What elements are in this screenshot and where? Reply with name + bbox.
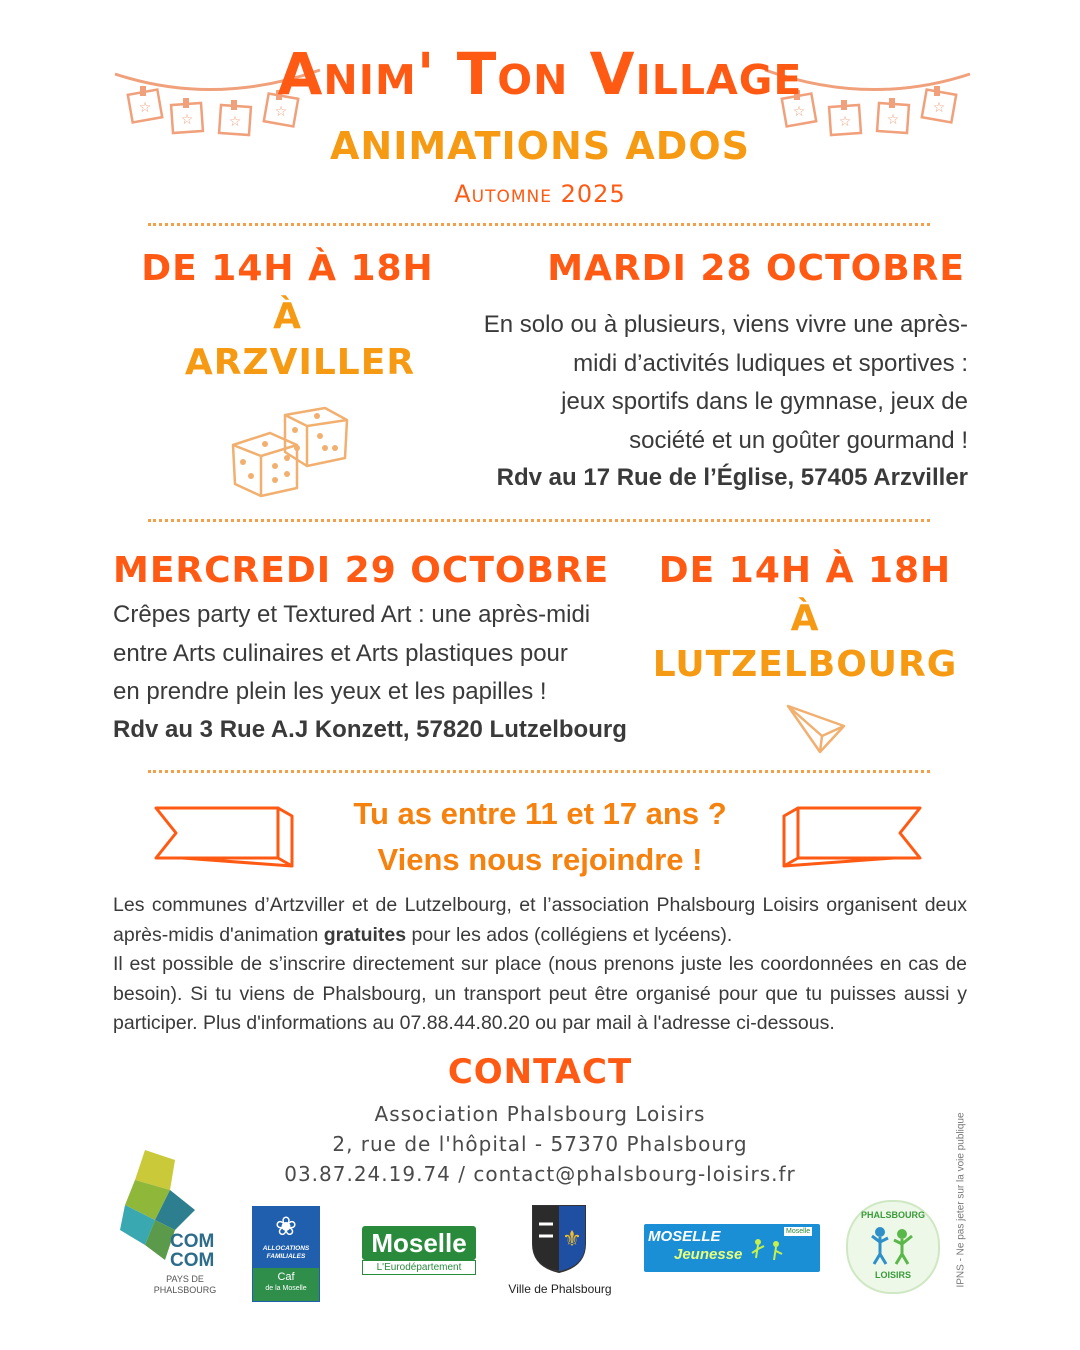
svg-text:☆: ☆ [138, 99, 152, 115]
svg-text:☆: ☆ [886, 111, 900, 127]
event2-description [113, 596, 653, 712]
event1-desc-line: société et un goûter gourmand ! [629, 426, 968, 454]
svg-text:☆: ☆ [838, 113, 852, 129]
jeunesse-text: Jeunesse [674, 1246, 743, 1263]
event2-at: À [790, 598, 820, 639]
family-icon: ❀ [275, 1211, 297, 1241]
contact-address: 2, rue de l'hôpital - 57370 Phalsbourg [332, 1132, 748, 1156]
comcom-logo [115, 1150, 225, 1300]
event1-description [420, 306, 968, 460]
moselle-name: Moselle [362, 1226, 476, 1260]
callout-line1: Tu as entre 11 et 17 ans ? [353, 796, 727, 831]
athletes-icon [748, 1236, 788, 1268]
contact-heading: CONTACT [447, 1052, 633, 1092]
moselle-jeunesse-logo [644, 1224, 820, 1272]
event1-date: MARDI 28 OCTOBRE [547, 248, 965, 289]
event1-place: ARZVILLER [184, 342, 416, 383]
divider [148, 770, 930, 773]
event1-at: À [273, 296, 302, 337]
info-text: pour les ados (collégiens et lycéens). [406, 923, 733, 946]
season-label: Automne 2025 [454, 180, 626, 208]
loisirs-text: PHALSBOURG [860, 1210, 925, 1220]
event2-address: Rdv au 3 Rue A.J Konzett, 57820 Lutzelbourg [113, 716, 627, 743]
caf-text: ALLOCATIONS [262, 1245, 310, 1252]
contact-phone-email[interactable]: 03.87.24.19.74 / contact@phalsbourg-loisirs.fr [284, 1162, 796, 1186]
event2-date: MERCREDI 29 OCTOBRE [113, 550, 610, 591]
paper-plane-icon [782, 700, 852, 756]
info-bold-text: gratuites [323, 923, 407, 946]
legal-notice: IPNS - Ne pas jeter sur la voie publique [955, 1112, 967, 1288]
ville-name: Ville de Phalsbourg [508, 1282, 612, 1296]
event2-desc-line: en prendre plein les yeux et les papilles ! [113, 678, 547, 705]
svg-text:☆: ☆ [274, 103, 288, 119]
divider [148, 519, 930, 522]
moselle-tag: L'Eurodépartement [362, 1260, 476, 1275]
comcom-sub: PAYS DE [166, 1274, 204, 1284]
event1-desc-line: jeux sportifs dans le gymnase, jeux de [561, 388, 968, 415]
event1-time: DE 14H À 18H [141, 248, 434, 289]
event2-place: LUTZELBOURG [652, 644, 958, 685]
svg-text:☆: ☆ [228, 113, 242, 129]
svg-text:☆: ☆ [180, 111, 194, 127]
jeunesse-badge: Moselle [786, 1228, 811, 1235]
caf-logo [252, 1206, 320, 1302]
page-title: Anim' Ton Village [277, 40, 803, 108]
caf-text: de la Moselle [265, 1285, 307, 1292]
comcom-sub: PHALSBOURG [153, 1285, 217, 1295]
shield-icon [531, 1204, 587, 1274]
phalsbourg-loisirs-logo [846, 1200, 940, 1294]
contact-org: Association Phalsbourg Loisirs [374, 1102, 706, 1126]
jeunesse-text: MOSELLE [648, 1228, 721, 1245]
event2-desc-line: entre Arts culinaires et Arts plastiques pour [113, 639, 568, 667]
ville-logo [495, 1204, 625, 1300]
info-paragraph-1 [113, 891, 967, 950]
divider [148, 223, 930, 226]
comcom-text: COM [170, 1250, 215, 1271]
event1-desc-line: midi d’activités ludiques et sportives : [573, 349, 968, 377]
event1-desc-line: En solo ou à plusieurs, viens vivre une après- [483, 311, 968, 338]
loisirs-text: LOISIRS [874, 1270, 911, 1280]
caf-text: FAMILIALES [266, 1253, 306, 1260]
people-icon [868, 1224, 918, 1268]
moselle-logo [362, 1226, 476, 1276]
page-subtitle: ANIMATIONS ADOS [329, 124, 750, 168]
event1-address: Rdv au 17 Rue de l’Église, 57405 Arzviller [496, 464, 968, 491]
callout-line2: Viens nous rejoindre ! [377, 842, 703, 877]
svg-text:⚜: ⚜ [562, 1226, 582, 1251]
comcom-text: COM [170, 1231, 215, 1252]
svg-text:☆: ☆ [792, 103, 806, 119]
dice-icon [225, 400, 355, 500]
info-text: Les communes d’Artzviller et de Lutzelbourg, et l’association Phalsbourg Loisirs organisent deux après-midis d'animation [113, 894, 967, 946]
event2-desc-line: Crêpes party et Textured Art : une après-midi [113, 601, 591, 628]
event2-time: DE 14H À 18H [658, 550, 952, 591]
info-paragraph-2: Il est possible de s’inscrire directement sur place (nous prenons juste les coordonnées en cas de besoin). Si tu viens de Phalsbourg, un transport peut être organisé pour que tu puisses aussi y participer. Plus d'informations au 07.88.44.80.20 ou par mail à l'adresse ci-dessous. [113, 953, 967, 1034]
caf-text: Caf [277, 1271, 295, 1283]
svg-text:☆: ☆ [932, 99, 946, 115]
